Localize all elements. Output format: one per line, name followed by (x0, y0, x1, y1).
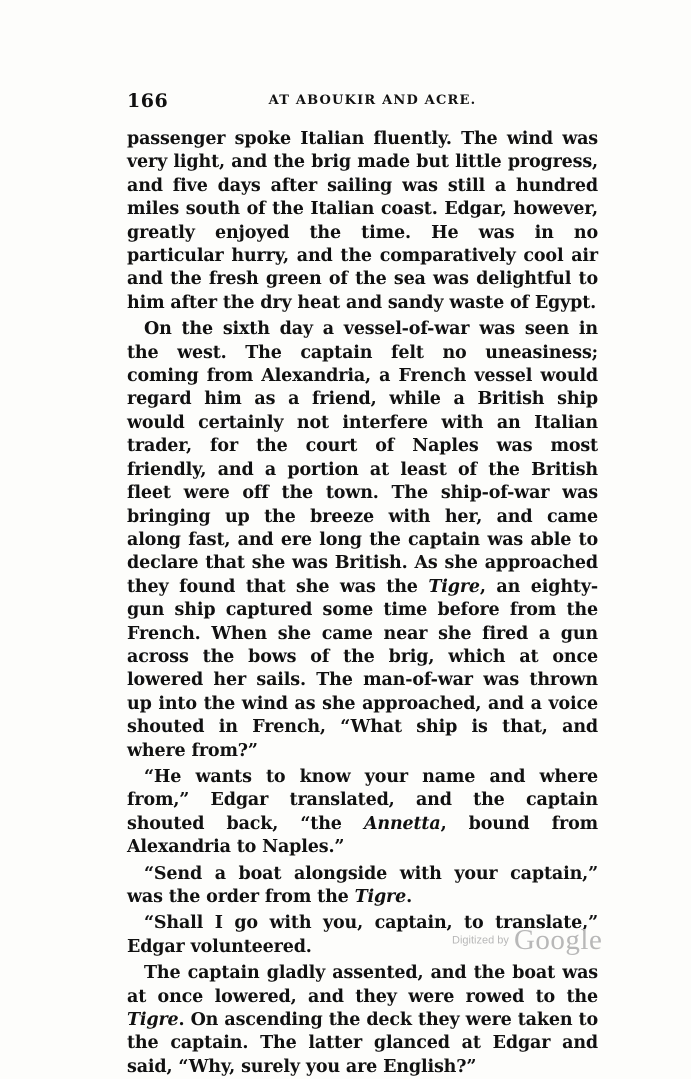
watermark-prefix: Digitized by (452, 934, 509, 947)
italic-ship-name: Tigre (354, 887, 407, 907)
paragraph (127, 863, 598, 910)
text-segment: “Shall I go with you, captain, to translate,” Edgar volunteered. (127, 913, 598, 957)
google-watermark (452, 924, 612, 954)
paragraph (127, 128, 598, 315)
text-segment: On the sixth day a vessel-of-war was seen in the west. The captain felt no uneasiness; coming from Alexandria, a French vessel would regard him as a friend, while a British ship would certainly not interfere with an Italian trader, for the court of Naples was most friendly, and a portion at least of the British fleet were off the town. The ship-of-war was bringing up the breeze with her, and came along fast, and ere long the captain was able to declare that she was British. As she approached they found that she was the (127, 319, 598, 597)
page-header (127, 90, 598, 114)
text-segment: passenger spoke Italian fluently. The wind was very light, and the brig made but little progress, and five days after sailing was still a hundred miles south of the Italian coast. Edgar, however, greatly enjoyed the time. He was in no particular hurry, and the comparatively cool air and the fresh green of the sea was delightful to him after the dry heat and sandy waste of Egypt. (127, 129, 598, 313)
text-segment: , bound from Alexandria to Naples.” (127, 813, 598, 858)
text-segment: The captain gladly assented, and the boat was at once lowered, and they were rowed to the (127, 963, 598, 1007)
text-segment: . (406, 887, 413, 907)
text-segment: “Send a boat alongside with your captain,” was the order from the (127, 863, 598, 907)
google-logo-icon: Google (513, 924, 603, 956)
paragraph (127, 318, 598, 763)
paragraph (127, 962, 598, 1079)
page-number: 166 (127, 90, 169, 112)
running-head: AT ABOUKIR AND ACRE. (268, 93, 477, 108)
paragraph (127, 766, 598, 860)
italic-ship-name: Tigre (127, 1010, 179, 1031)
italic-ship-name: Annetta (363, 813, 441, 834)
text-segment: “He wants to know your name and where from,” Edgar translated, and the captain shouted back, “the (127, 766, 598, 834)
text-segment: . On ascending the deck they were taken to the captain. The latter glanced at Edgar and said, “Why, surely you are English?” (127, 1010, 598, 1077)
text-segment: , an eighty-gun ship captured some time before from the French. When she came near she fired a gun across the bows of the brig, which at once lowered her sails. The man-of-war was thrown up into the wind as she approached, and a voice shouted in French, “What ship is that, and where from?” (127, 576, 598, 761)
italic-ship-name: Tigre (428, 576, 480, 597)
